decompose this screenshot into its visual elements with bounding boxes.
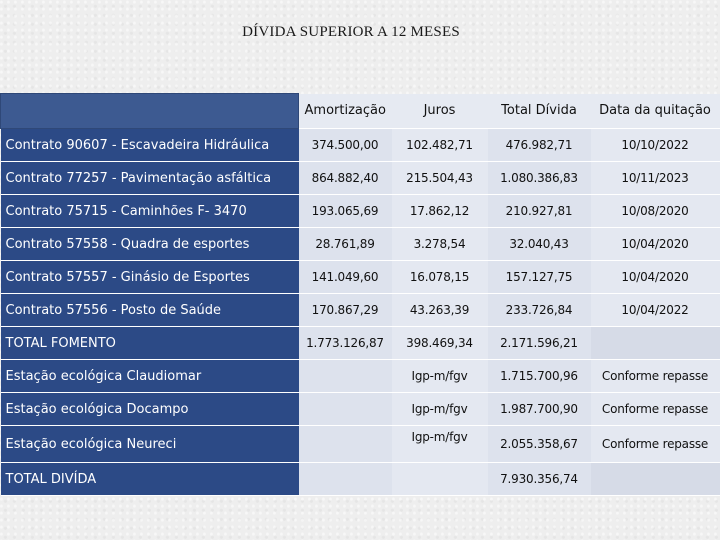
debt-table xyxy=(0,93,720,496)
table-row xyxy=(1,228,720,261)
cell-data: 10/04/2020 xyxy=(591,261,720,294)
cell-data: 10/11/2023 xyxy=(591,162,720,195)
table-row xyxy=(1,393,720,426)
cell-amortizacao: 141.049,60 xyxy=(299,261,392,294)
cell-juros: 398.469,34 xyxy=(392,327,488,360)
cell-data: 10/04/2020 xyxy=(591,228,720,261)
header-data-quitacao: Data da quitação xyxy=(591,94,720,129)
cell-total: 476.982,71 xyxy=(488,129,591,162)
cell-data: 10/04/2022 xyxy=(591,294,720,327)
cell-amortizacao: 864.882,40 xyxy=(299,162,392,195)
cell-total: 2.171.596,21 xyxy=(488,327,591,360)
header-juros: Juros xyxy=(392,94,488,129)
cell-total: 1.080.386,83 xyxy=(488,162,591,195)
page-title: DÍVIDA SUPERIOR A 12 MESES xyxy=(242,24,460,40)
table-row xyxy=(1,294,720,327)
cell-juros: 17.862,12 xyxy=(392,195,488,228)
cell-juros: Igp-m/fgv xyxy=(392,426,488,463)
cell-amortizacao xyxy=(299,426,392,463)
total-divida-row xyxy=(1,463,720,496)
cell-data xyxy=(591,463,720,496)
table-row xyxy=(1,261,720,294)
cell-total: 32.040,43 xyxy=(488,228,591,261)
row-label: Contrato 75715 - Caminhões F- 3470 xyxy=(1,195,299,228)
header-total-divida: Total Dívida xyxy=(488,94,591,129)
table-row xyxy=(1,129,720,162)
cell-amortizacao: 193.065,69 xyxy=(299,195,392,228)
cell-data: Conforme repasse xyxy=(591,426,720,463)
cell-juros: 102.482,71 xyxy=(392,129,488,162)
table-row xyxy=(1,162,720,195)
cell-total: 1.715.700,96 xyxy=(488,360,591,393)
cell-amortizacao xyxy=(299,393,392,426)
row-label: Estação ecológica Claudiomar xyxy=(1,360,299,393)
cell-juros: Igp-m/fgv xyxy=(392,360,488,393)
cell-amortizacao: 170.867,29 xyxy=(299,294,392,327)
row-label: TOTAL FOMENTO xyxy=(1,327,299,360)
cell-amortizacao xyxy=(299,463,392,496)
cell-juros: 3.278,54 xyxy=(392,228,488,261)
total-fomento-row xyxy=(1,327,720,360)
cell-amortizacao: 1.773.126,87 xyxy=(299,327,392,360)
row-label: Estação ecológica Docampo xyxy=(1,393,299,426)
cell-total: 1.987.700,90 xyxy=(488,393,591,426)
cell-juros xyxy=(392,463,488,496)
table-header-row xyxy=(1,94,720,129)
header-amortizacao: Amortização xyxy=(299,94,392,129)
cell-amortizacao: 374.500,00 xyxy=(299,129,392,162)
row-label: Contrato 57557 - Ginásio de Esportes xyxy=(1,261,299,294)
cell-data: 10/08/2020 xyxy=(591,195,720,228)
cell-juros: Igp-m/fgv xyxy=(392,393,488,426)
table-row xyxy=(1,360,720,393)
cell-total: 210.927,81 xyxy=(488,195,591,228)
row-label: TOTAL DIVÍDA xyxy=(1,463,299,496)
cell-amortizacao: 28.761,89 xyxy=(299,228,392,261)
cell-total: 233.726,84 xyxy=(488,294,591,327)
row-label: Contrato 77257 - Pavimentação asfáltica xyxy=(1,162,299,195)
table-row xyxy=(1,426,720,463)
cell-data: Conforme repasse xyxy=(591,393,720,426)
row-label: Contrato 57556 - Posto de Saúde xyxy=(1,294,299,327)
cell-total: 2.055.358,67 xyxy=(488,426,591,463)
cell-data: Conforme repasse xyxy=(591,360,720,393)
cell-data xyxy=(591,327,720,360)
cell-amortizacao xyxy=(299,360,392,393)
row-label: Estação ecológica Neureci xyxy=(1,426,299,463)
table-row xyxy=(1,195,720,228)
cell-juros: 215.504,43 xyxy=(392,162,488,195)
cell-juros: 16.078,15 xyxy=(392,261,488,294)
cell-data: 10/10/2022 xyxy=(591,129,720,162)
cell-total: 157.127,75 xyxy=(488,261,591,294)
row-label: Contrato 90607 - Escavadeira Hidráulica xyxy=(1,129,299,162)
cell-total: 7.930.356,74 xyxy=(488,463,591,496)
cell-juros: 43.263,39 xyxy=(392,294,488,327)
row-label: Contrato 57558 - Quadra de esportes xyxy=(1,228,299,261)
header-corner xyxy=(1,94,299,129)
